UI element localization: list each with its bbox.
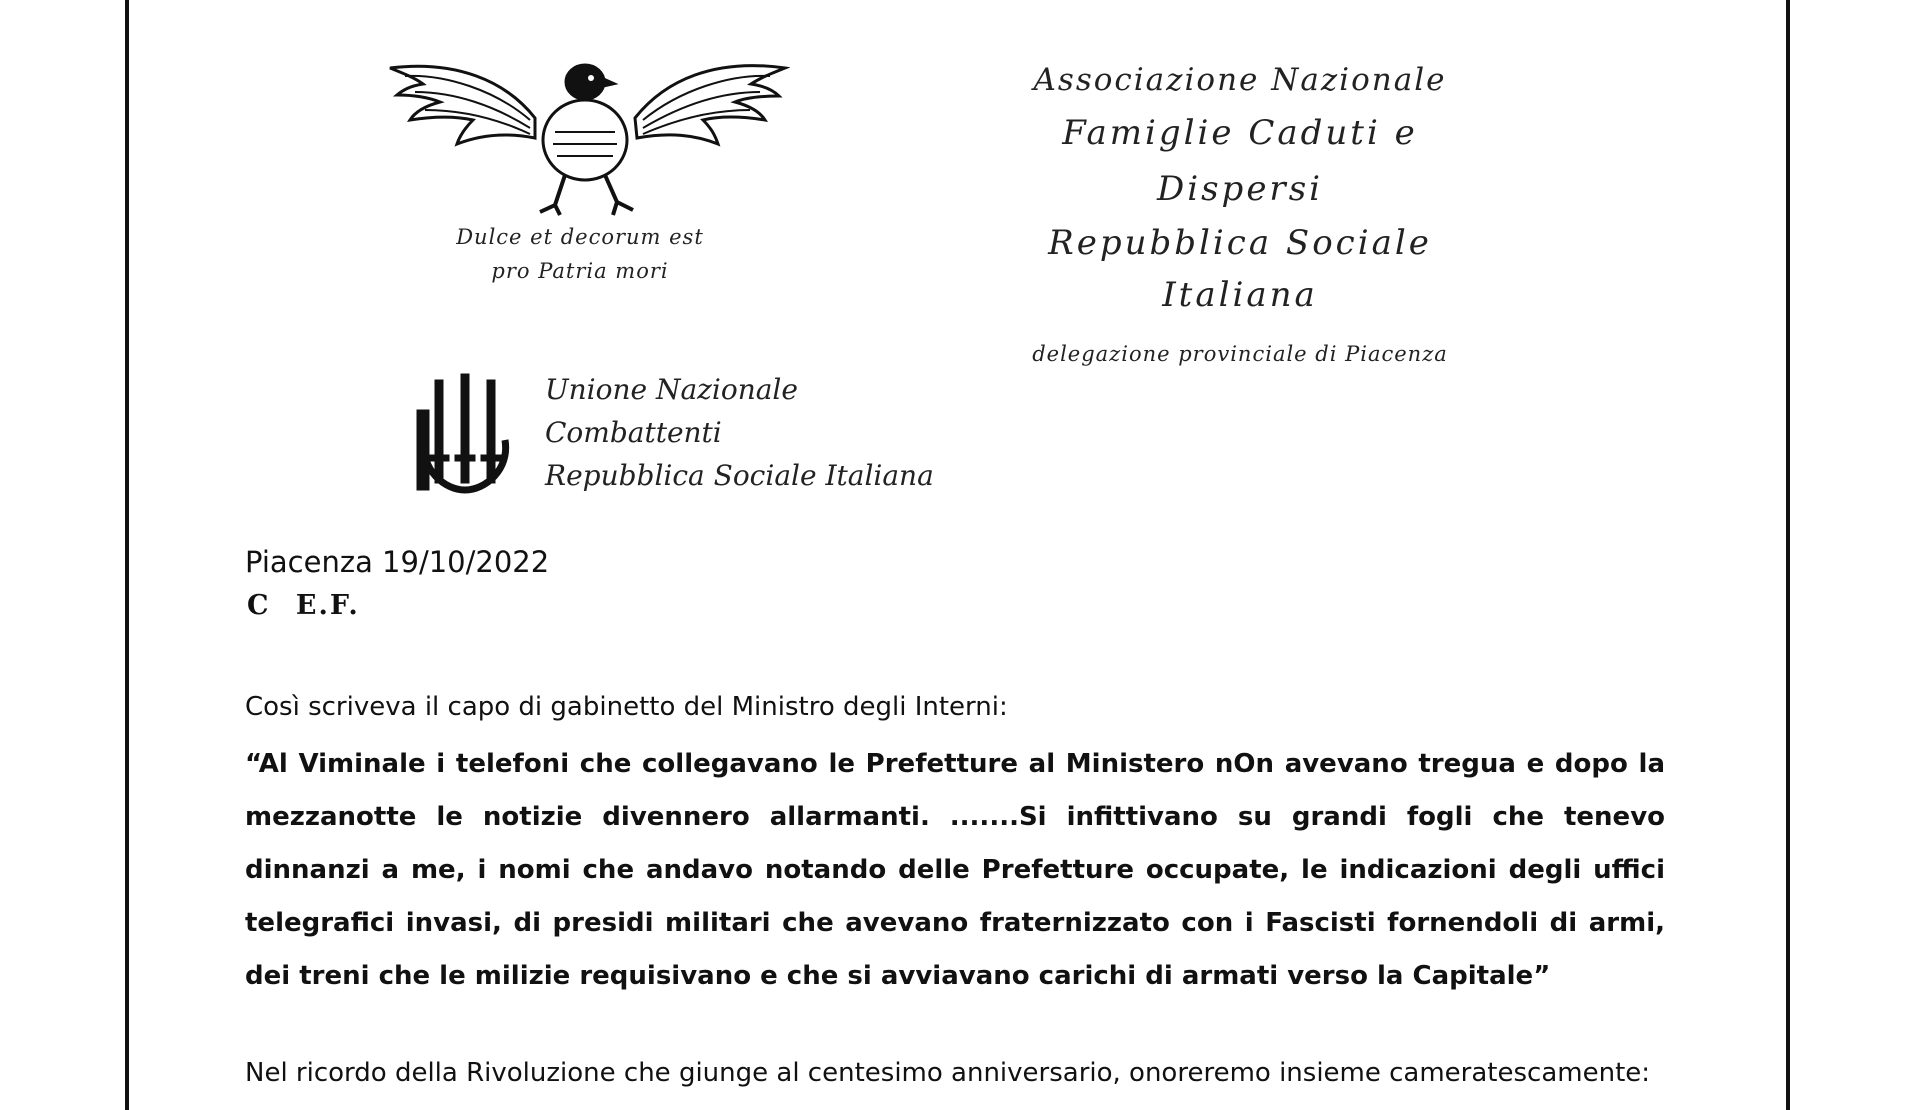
motto xyxy=(430,220,730,288)
quote-paragraph: “Al Viminale i telefoni che collegavano le Prefetture al Ministero nOn avevano tregua e dopo la mezzanotte le notizie divennero allarmanti. .......Si infittivano su grandi fogli che tenevo dinnanzi a me, i nomi che andavo notando delle Prefetture occupate, le indicazioni degli uffici telegrafici invasi, di presidi militari che avevano fraternizzato con i Fascisti fornendoli di armi, dei treni che le milizie requisivano e che si avviavano carichi di armati verso la Capitale” xyxy=(245,749,1665,991)
motto-line-1: Dulce et decorum est xyxy=(456,225,704,249)
association-line-1: Associazione Nazionale xyxy=(1033,62,1447,98)
next-paragraph: Nel ricordo della Rivoluzione che giunge al centesimo anniversario, onoreremo insieme cameratescamente: xyxy=(245,1058,1651,1088)
date-line: Piacenza 19/10/2022 xyxy=(245,545,550,579)
union-heading xyxy=(545,368,934,497)
intro-paragraph: Così scriveva il capo di gabinetto del Ministro degli Interni: xyxy=(245,692,1008,722)
union-line-3: Repubblica Sociale Italiana xyxy=(545,459,934,492)
association-heading xyxy=(980,55,1500,379)
union-line-2: Combattenti xyxy=(545,416,722,449)
association-line-3: Repubblica Sociale Italiana xyxy=(1048,223,1432,315)
union-line-1: Unione Nazionale xyxy=(545,373,798,406)
daggers-wreath-icon xyxy=(415,370,515,495)
motto-line-2: pro Patria mori xyxy=(491,259,669,283)
association-delegation: delegazione provinciale di Piacenza xyxy=(1032,342,1448,366)
association-line-2: Famiglie Caduti e Dispersi xyxy=(1062,113,1418,209)
reference: C E.F. xyxy=(247,590,360,621)
eagle-icon xyxy=(385,40,790,220)
